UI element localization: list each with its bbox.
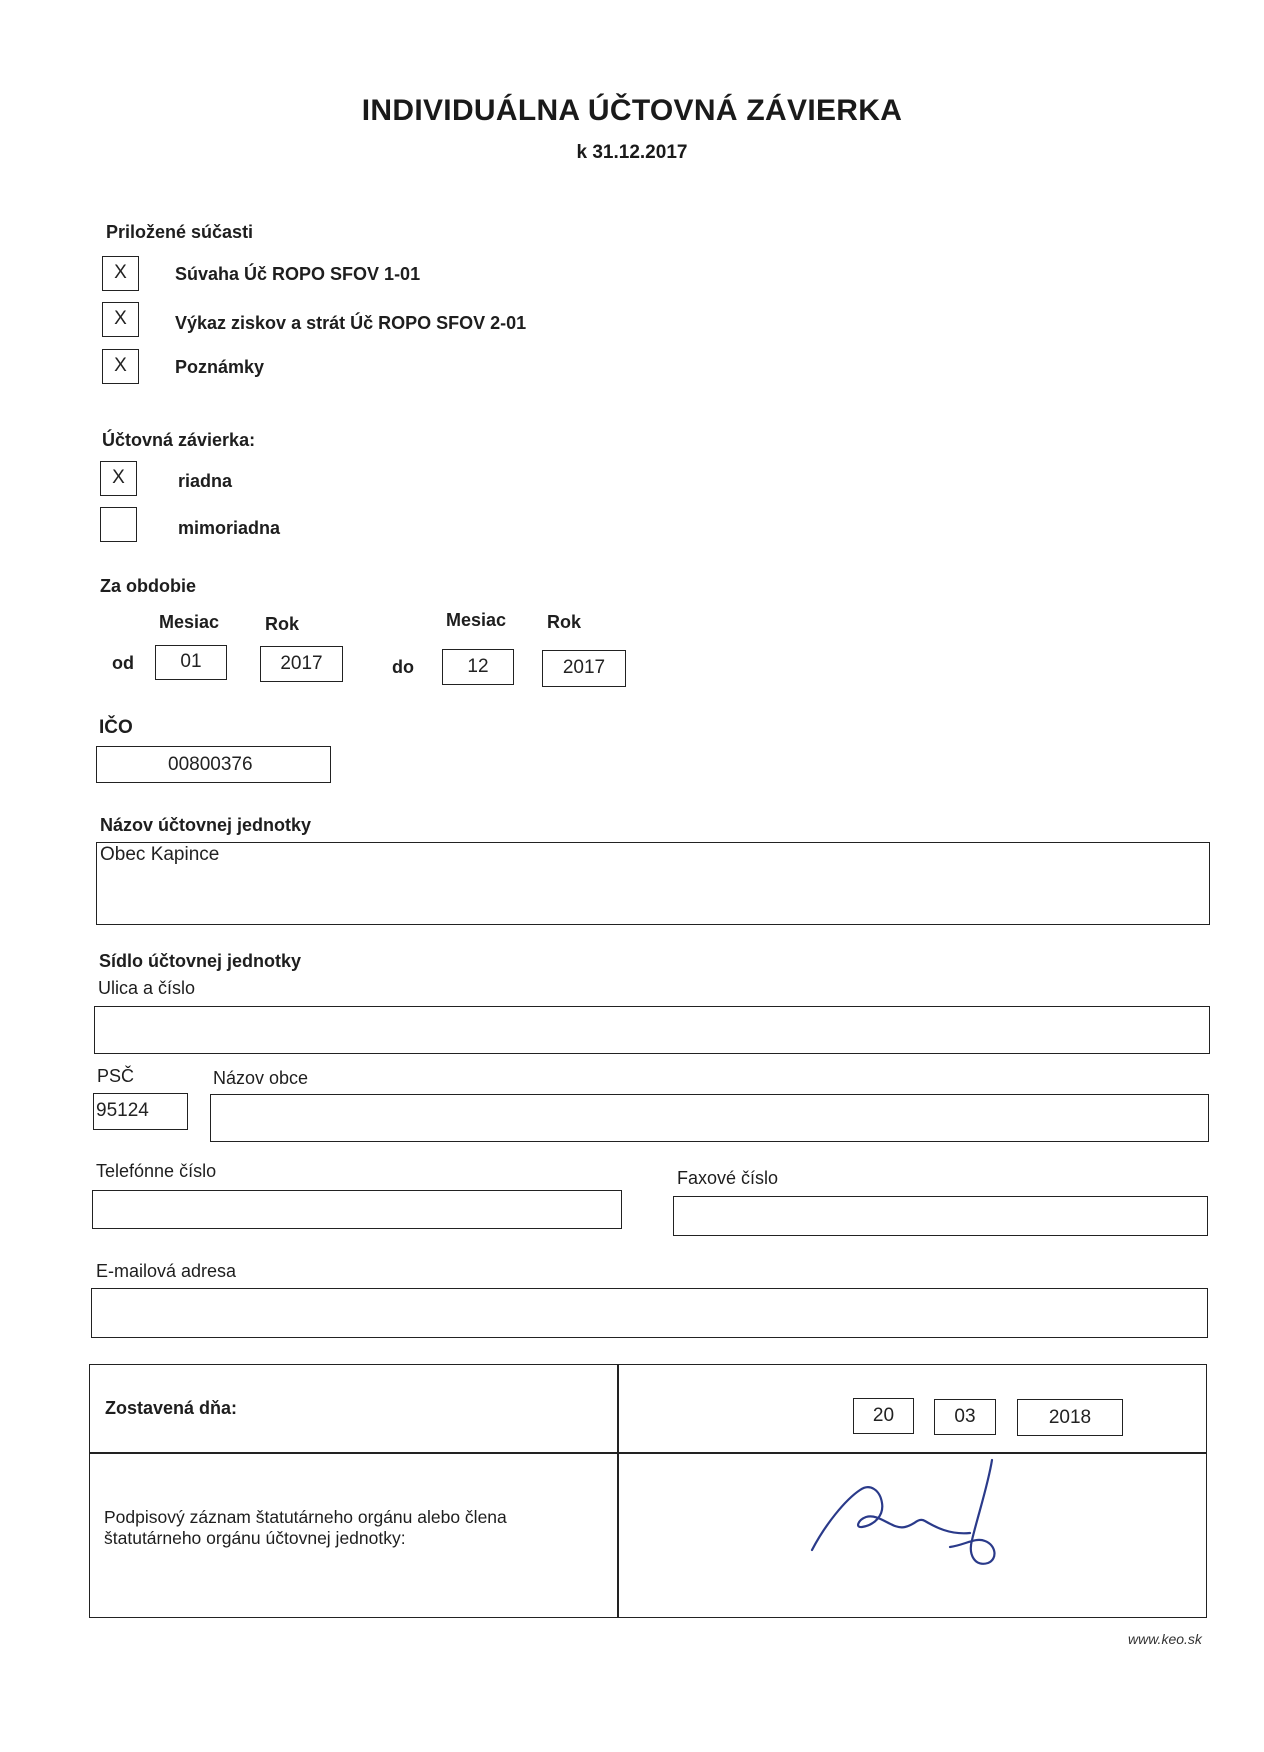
signature-label: Podpisový záznam štatutárneho orgánu alebo člena štatutárneho orgánu účtovnej jednotky: — [104, 1507, 507, 1548]
from-year-label: Rok — [265, 614, 300, 634]
to-month-label: Mesiac — [446, 610, 507, 630]
ico-label: IČO — [99, 717, 133, 738]
document-title: INDIVIDUÁLNA ÚČTOVNÁ ZÁVIERKA — [361, 94, 903, 127]
signature-image — [800, 1455, 1030, 1595]
components-heading: Priložené súčasti — [106, 222, 254, 242]
seat-heading: Sídlo účtovnej jednotky — [99, 951, 302, 971]
table-horizontal-divider — [89, 1452, 1207, 1454]
label-riadna: riadna — [178, 471, 233, 491]
entity-name-field[interactable] — [96, 842, 1210, 925]
entity-name-label: Názov účtovnej jednotky — [100, 815, 312, 835]
psc-value: 95124 — [96, 1100, 149, 1121]
phone-field[interactable] — [92, 1190, 622, 1229]
compiled-month-value: 03 — [954, 1406, 976, 1427]
to-label: do — [392, 657, 414, 677]
from-month-label: Mesiac — [159, 612, 220, 632]
from-year-value: 2017 — [280, 653, 323, 674]
street-field[interactable] — [94, 1006, 1210, 1054]
to-month-value: 12 — [467, 656, 489, 677]
from-month-value: 01 — [180, 651, 202, 672]
street-label: Ulica a číslo — [98, 978, 196, 998]
compiled-label: Zostavená dňa: — [105, 1398, 238, 1418]
email-label: E-mailová adresa — [96, 1261, 237, 1281]
fax-field[interactable] — [673, 1196, 1208, 1236]
ico-value: 00800376 — [168, 754, 253, 775]
compiled-year-value: 2018 — [1048, 1407, 1092, 1428]
document-date: k 31.12.2017 — [576, 142, 688, 163]
email-field[interactable] — [91, 1288, 1208, 1338]
label-mimoriadna: mimoriadna — [178, 518, 281, 538]
phone-label: Telefónne číslo — [96, 1161, 217, 1181]
checkbox-suvaha[interactable]: X — [102, 256, 139, 291]
fax-label: Faxové číslo — [677, 1168, 779, 1188]
town-field[interactable] — [210, 1094, 1209, 1142]
entity-name-value: Obec Kapince — [100, 844, 220, 865]
footer-website: www.keo.sk — [1128, 1631, 1202, 1647]
psc-label: PSČ — [97, 1066, 135, 1086]
checkbox-poznamky[interactable]: X — [102, 349, 139, 384]
statement-type-heading: Účtovná závierka: — [102, 430, 256, 450]
period-heading: Za obdobie — [100, 576, 196, 596]
to-year-value: 2017 — [562, 657, 606, 678]
from-label: od — [112, 653, 134, 673]
checkbox-vykaz[interactable]: X — [102, 302, 139, 337]
town-label: Názov obce — [213, 1068, 309, 1088]
checkbox-mimoriadna[interactable] — [100, 507, 137, 542]
label-suvaha: Súvaha Úč ROPO SFOV 1-01 — [175, 264, 421, 284]
table-vertical-divider — [617, 1364, 619, 1618]
label-poznamky: Poznámky — [175, 357, 265, 377]
label-vykaz: Výkaz ziskov a strát Úč ROPO SFOV 2-01 — [175, 313, 527, 333]
to-year-label: Rok — [547, 612, 582, 632]
compiled-day-value: 20 — [872, 1405, 895, 1426]
checkbox-riadna[interactable]: X — [100, 461, 137, 496]
